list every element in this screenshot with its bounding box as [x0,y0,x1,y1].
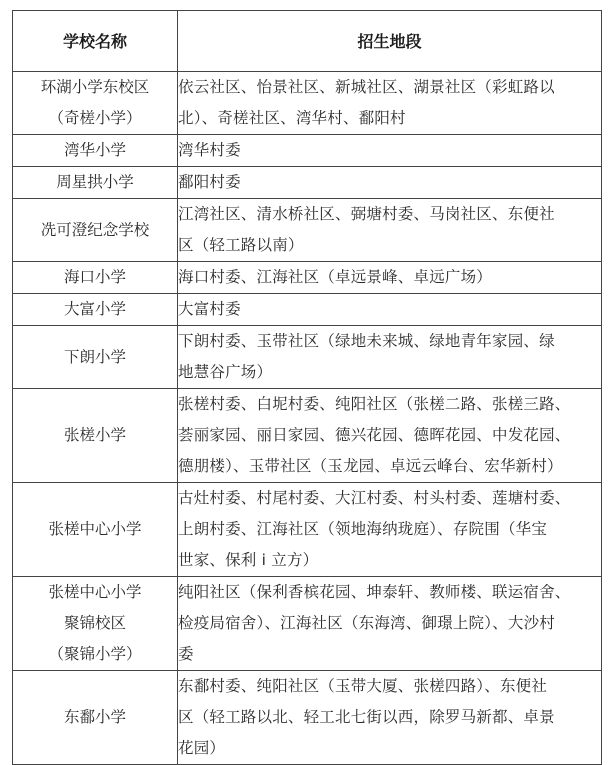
school-name-line: 张槎小学 [63,426,126,444]
header-row [13,11,602,72]
table-row [13,135,602,167]
table-row [13,671,602,765]
enrollment-table [12,10,602,765]
enrollment-area-cell [178,72,602,135]
enrollment-area-cell [178,483,602,577]
enrollment-area-cell [178,199,602,262]
table-row [13,199,602,262]
enrollment-area-cell [178,577,602,671]
enrollment-area-cell [178,262,602,294]
enrollment-area-line: 区（轻工路以南） [178,236,304,254]
enrollment-area-cell [178,326,602,389]
enrollment-area-line: 张槎村委、白坭村委、纯阳社区（张槎二路、张槎三路、 [178,395,571,413]
table-row [13,577,602,671]
school-name-cell [13,671,178,765]
enrollment-area-line: 东鄱村委、纯阳社区（玉带大厦、张槎四路）、东便社 [178,677,548,695]
school-name-cell [13,577,178,671]
table-row [13,262,602,294]
enrollment-area-line: 江湾社区、清水桥社区、弼塘村委、马岗社区、东便社 [178,205,555,223]
school-name-cell [13,135,178,167]
header-school-name: 学校名称 [13,11,178,72]
enrollment-area-line: 鄱阳村委 [178,173,241,191]
enrollment-area-line: 海口村委、江海社区（卓远景峰、卓远广场） [178,268,493,286]
school-name-cell [13,389,178,483]
school-name-cell [13,72,178,135]
school-name-cell [13,326,178,389]
enrollment-area-line: 北）、奇槎社区、湾华村、鄱阳村 [178,109,406,127]
school-name-cell [13,199,178,262]
school-name-line: 冼可澄纪念学校 [40,220,150,239]
school-name-cell [13,294,178,326]
enrollment-area-line: 依云社区、怡景社区、新城社区、湖景社区（彩虹路以 [178,78,555,96]
school-name-cell [13,167,178,199]
table-body [13,72,602,765]
school-name-cell [13,262,178,294]
enrollment-area-line: 湾华村委 [178,141,241,159]
school-name-line: 聚锦校区 [63,614,126,632]
table-row [13,72,602,135]
enrollment-area-line: 古灶村委、村尾村委、大江村委、村头村委、莲塘村委、 [178,489,571,507]
school-name-line: 张槎中心小学 [48,583,142,601]
school-name-line: （奇槎小学） [48,109,142,127]
enrollment-area-cell [178,167,602,199]
school-name-line: 下朗小学 [63,347,126,366]
enrollment-area-line: 世家、保利 i 立方） [178,551,319,569]
school-name-line: 张槎中心小学 [48,520,142,538]
enrollment-area-line: 委 [178,645,194,663]
school-name-cell [13,483,178,577]
enrollment-area-line: 地慧谷广场） [178,363,273,381]
enrollment-area-line: 纯阳社区（保利香槟花园、坤泰轩、教师楼、联运宿舍、 [178,583,571,601]
enrollment-area-line: 荟丽家园、丽日家园、德兴花园、德晖花园、中发花园、 [178,426,571,444]
enrollment-area-cell [178,294,602,326]
table-row [13,483,602,577]
school-name-line: 湾华小学 [63,141,126,159]
school-name-line: （聚锦小学） [48,645,142,663]
table-row [13,167,602,199]
school-name-line: 大富小学 [63,300,126,318]
table-row [13,389,602,483]
school-name-line: 环湖小学东校区 [40,78,150,96]
enrollment-area-line: 检疫局宿舍）、江海社区（东海湾、御璟上院）、大沙村 [178,614,556,632]
enrollment-area-line: 下朗村委、玉带社区（绿地未来城、绿地青年家园、绿 [178,332,555,350]
header-enrollment-area: 招生地段 [178,11,602,72]
enrollment-area-cell [178,135,602,167]
school-name-line: 海口小学 [63,268,126,286]
school-name-line: 东鄱小学 [63,708,126,726]
table-row [13,326,602,389]
enrollment-area-cell [178,389,602,483]
table-row [13,294,602,326]
enrollment-area-line: 区（轻工路以北、轻工北七街以西，除罗马新都、卓景 [178,708,555,726]
enrollment-area-line: 德朋楼）、玉带社区（玉龙园、卓远云峰台、宏华新村） [178,457,563,475]
enrollment-area-line: 上朗村委、江海社区（领地海纳珑庭）、存院围（华宝 [178,520,548,538]
enrollment-area-line: 大富村委 [178,300,241,318]
enrollment-area-cell [178,671,602,765]
enrollment-area-line: 花园） [178,739,226,757]
school-name-line: 周星拱小学 [56,173,134,191]
